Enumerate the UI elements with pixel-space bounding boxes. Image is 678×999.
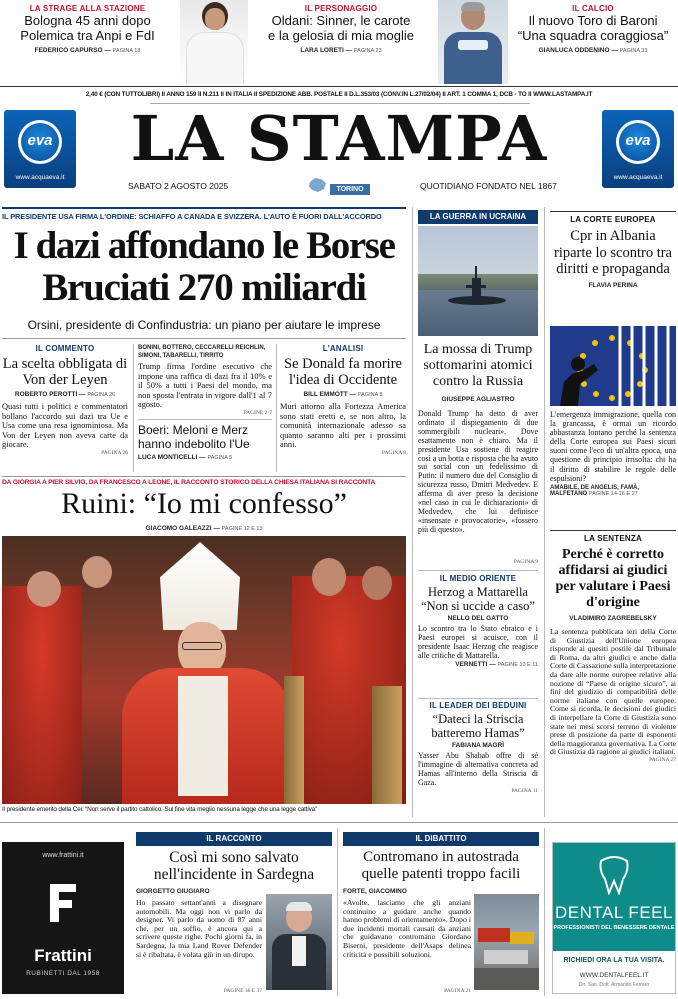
article-body: Lo scontro tra lo Stato ebraico e i Paesi europei si acuisce, con il presidente Isaac Herzog che reagisce alle critiche di Mattarella. <box>418 624 538 660</box>
article-author: VERNETTI <box>455 660 488 668</box>
teaser-1[interactable]: LA STRAGE ALLA STAZIONE Bologna 45 anni dopo Polemica tra Anpi e FdI FEDERICO CAPURSO — PAGINA 18 <box>0 4 175 54</box>
article-headline: Boeri: Meloni e Merz hanno indebolito l'Ue <box>138 422 250 451</box>
article-page: PAGINA 5 <box>207 454 233 461</box>
ucraina-bar: LA GUERRA IN UCRAINA <box>418 210 538 224</box>
teaser-kicker: IL CALCIO <box>572 4 614 13</box>
racconto-page: PAGINE 36 E 37 <box>223 988 262 994</box>
city-badge: TORINO <box>330 184 370 195</box>
teaser-author: GIANLUCA ODDENINO <box>538 47 610 54</box>
article-authors: AMABILE, DE ANGELIS, FAMÀ, MALFETANO <box>550 484 640 497</box>
frattini-logo-icon <box>48 882 78 924</box>
ruini-caption: Il presidente emerito della Cei: “Non serve il partito cattolico. Sul fine vita meglio nessuna legge che una legge cattiva” <box>2 806 318 813</box>
article-author: VLADIMIRO ZAGREBELSKY <box>569 615 657 622</box>
teaser-page: PAGINA 23 <box>353 48 382 54</box>
eva-url: www.acquaeva.it <box>613 174 663 181</box>
article-headline: Perché è corretto affidarsi ai giudici per valutare i Paesi d'origine <box>555 547 671 610</box>
dibattito-headline[interactable]: Contromano in autostrada quelle patenti troppo facili <box>361 849 521 882</box>
article-page: PAGINA 8 <box>357 392 383 398</box>
teaser-kicker: IL PERSONAGGIO <box>304 4 378 13</box>
highway-photo <box>474 894 539 990</box>
eu-flag-illustration <box>550 326 676 406</box>
article-dazi[interactable]: BONINI, BOTTERO, CECCARELLI REICHLIN, SIMONI, TABARELLI, TIRRITO Trump firma l'ordine esecutivo che impone una raffica di dazi fra il 10% e il 50% a tutti i Paesi del mondo, ma non spostа l'entrata in vigore dall'1 al 7 agosto. PAGINE 2-7 Boeri: Meloni e Merz hanno indebolito l'Ue LUCA MONTICELLI — PAGINA 5 <box>138 345 272 461</box>
dental-url: WWW.DENTALFEEL.IT <box>579 972 649 979</box>
article-albania[interactable] <box>550 215 676 289</box>
info-line: 2,40 € (CON TUTTOLIBRI) II ANNO 159 II N.211 II IN ITALIA II SPEDIZIONE ABB. POSTALE II D.L.353/03 (CONV.IN L.27/02/04) II ART. 1 COMMA 1, DCB - TO II WWW.LASTAMPA.IT <box>85 91 593 98</box>
dibattito-body: «Avolte, lasciamo che gli anziani continuino a guidare anche quando hanno problemi di orientamento». Dopo i due incidenti mortali causati da anziani che guidavano contromano Giordano Biserni, presidente dell'Asaps delinea criticità e possibili soluzioni. <box>343 898 471 959</box>
eva-logo: eva <box>27 132 53 149</box>
article-page: PAGINA 11 <box>511 787 538 794</box>
article-body: L'emergenza immigrazione, quella con la grancassa, è ormai un ricordo abbastanza lontano perché la sentenza della Corte europea sui Paesi sicuri suoni come l'eco di un'altra epoca, una questione di principio irrisolta: chi ha il diritto di stabilire le regole delle espulsioni? <box>550 410 676 483</box>
teaser-author: LARA LORETI <box>300 47 344 54</box>
article-body: Muri attorno alla Fortezza America sono stati eretti e, se non altro, la comunità internazionale adesso sa quanto saranno alti per i prossimi anni. <box>280 402 406 450</box>
ruini-page: PAGINE 12 E 13 <box>221 526 263 532</box>
article-kicker: IL COMMENTO <box>35 344 95 353</box>
article-kicker: IL LEADER DEI BEDUINI <box>429 701 527 710</box>
founded-line: QUOTIDIANO FONDATO NEL 1867 <box>420 181 557 191</box>
giugiaro-photo <box>266 894 332 990</box>
article-beduini[interactable] <box>418 701 538 794</box>
article-page: PAGINE 10 E 11 <box>497 661 538 668</box>
dibattito-page: PAGINA 21 <box>444 988 471 994</box>
lead-subheadline: Orsini, presidente di Confindustria: un piano per aiutare le imprese <box>27 318 381 332</box>
racconto-bar: IL RACCONTO <box>136 832 332 846</box>
lead-kicker: IL PRESIDENTE USA FIRMA L'ORDINE: SCHIAFFO A CANADA E SVIZZERA. L'AUTO È FUORI DALL'ACCORDO <box>2 212 382 221</box>
teaser-2[interactable]: IL PERSONAGGIO Oldani: Sinner, le carote e la gelosia di mia moglie LARA LORETI — PAGINA 23 <box>246 4 436 54</box>
article-kicker: IL MEDIO ORIENTE <box>439 574 517 583</box>
ruini-headline: Ruini: “Io mi confesso” <box>61 487 347 520</box>
article-body: Trump firma l'ordine esecutivo che impone una raffica di dazi fra il 10% e il 50% a tutti i Paesi del mondo, ma non spostа l'entrata in vigore dall'1 al 7 agosto. <box>138 362 272 410</box>
frattini-brand: Frattini <box>34 946 92 965</box>
article-author: BILL EMMOTT <box>303 391 348 398</box>
teaser-author: FEDERICO CAPURSO <box>34 47 103 54</box>
eva-ad-left[interactable] <box>4 110 76 188</box>
dibattito-author: FORTE, GIACOMINO <box>343 888 407 895</box>
teaser-headline: “Una squadra coraggiosa” <box>517 28 669 43</box>
masthead-title: LA STAMPA <box>130 102 548 175</box>
article-headline: Herzog a Mattarella “Non si uccide a caso” <box>421 585 535 613</box>
ruini-kicker: DA GIORGIA A PIER SILVIO, DA FRANCESCO A LEONE, IL RACCONTO STORICO DELLA CHIESA ITALIANA SI RACCONTA <box>2 479 376 486</box>
article-headline: Se Donald fa morire l'idea di Occidente <box>284 356 402 388</box>
dibattito-bar: IL DIBATTITO <box>343 832 539 846</box>
teaser-headline: Il nuovo Toro di Baroni <box>528 13 658 28</box>
racconto-body: Ho passato settant'anni a disegnare automobili. Ma oggi non vi parlo da designer. Vi parlo da uomo di 87 anni che, per un soffio, è ancora qui a scrivere queste righe. Pochi giorni fa, in Sardegna, la mia Land Rover Defender si è ribaltata, è volata giù in un dirupo. <box>136 898 262 959</box>
article-page: PAGINA 26 <box>101 449 128 456</box>
teaser-headline: e la gelosia di mia moglie <box>268 28 414 43</box>
article-author: LUCA MONTICELLI <box>138 453 198 461</box>
ucraina-headline[interactable]: La mossa di Trump sottomarini atomici contro la Russia <box>423 342 533 389</box>
lead-headline-2: Bruciati 270 miliardi <box>42 266 366 309</box>
eva-ad-right[interactable] <box>602 110 674 188</box>
eva-url: www.acquaeva.it <box>15 174 65 181</box>
ruini-author: GIACOMO GALEAZZI <box>145 525 212 532</box>
article-medio-oriente[interactable]: IL MEDIO ORIENTE Herzog a Mattarella “Non si uccide a caso” NELLO DEL GATTO Lo scontro tra lo Stato ebraico e i Paesi europei si acuisce, con il presidente Isaac Herzog che reagisce alle critiche di Mattarella. VERNETTI — PAGINE 10 E 11 <box>418 574 538 668</box>
teaser-page: PAGINA 18 <box>112 48 141 54</box>
teaser-photo-coach <box>438 0 508 84</box>
eva-logo: eva <box>625 132 651 149</box>
dental-credit: Dir. San. Dott. Armando Ferraro <box>578 982 650 988</box>
article-kicker: LA SENTENZA <box>584 534 642 543</box>
article-authors: BONINI, BOTTERO, CECCARELLI REICHLIN, SIMONI, TABARELLI, TIRRITO <box>138 345 266 359</box>
tooth-icon <box>597 855 631 895</box>
submarine-photo <box>418 226 538 336</box>
article-albania-body <box>550 410 676 497</box>
article-page: PAGINA 26 <box>87 392 116 398</box>
ucraina-page: PAGINA 9 <box>513 559 538 565</box>
article-body: Yasser Abu Shabab offre di sé l'immagine di alternativa concreta ad Hamas all'interno della Striscia di Gaza. <box>418 751 538 787</box>
teaser-headline: Bologna 45 anni dopo <box>24 13 151 28</box>
frattini-url: www.frattini.it <box>42 852 84 859</box>
article-author: NELLO DEL GATTO <box>447 615 509 622</box>
article-headline: “Dateci la Striscia batteremo Hamas” <box>431 712 525 740</box>
article-headline: La scelta obbligata di Von der Leyen <box>2 356 128 388</box>
article-page: PAGINA 27 <box>649 756 676 763</box>
dental-tagline: PROFESSIONISTI DEL BENESSERE DENTALE <box>553 925 675 931</box>
ruini-photo <box>2 536 406 804</box>
teaser-3[interactable]: IL CALCIO Il nuovo Toro di Baroni “Una squadra coraggiosa” GIANLUCA ODDENINO — PAGINA 33 <box>508 4 678 54</box>
frattini-ad[interactable] <box>2 842 124 994</box>
article-body: Quasi tutti i politici e commentatori bollano l'accordo sui dazi tra Ue e Usa come una resa ignominiosa. Ma Von der Leyen non aveva carte da giocare. <box>2 402 128 450</box>
teaser-photo-chef <box>180 0 248 84</box>
article-page: PAGINA 8 <box>381 449 406 456</box>
article-kicker: LA CORTE EUROPEA <box>570 215 656 224</box>
dental-feel-ad[interactable] <box>552 842 676 994</box>
article-author: ROBERTO PEROTTI <box>14 391 78 398</box>
article-author: FLAVIA PERINA <box>588 281 638 289</box>
teaser-page: PAGINA 33 <box>619 48 648 54</box>
ucraina-author: GIUSEPPE AGLIASTRO <box>441 396 515 403</box>
article-sentenza[interactable] <box>550 534 676 763</box>
teaser-headline: Oldani: Sinner, le carote <box>271 13 411 28</box>
article-headline: Cpr in Albania riparte lo scontro tra diritti e propaganda <box>554 228 672 277</box>
teaser-kicker: LA STRAGE ALLA STAZIONE <box>29 4 146 13</box>
article-body: La sentenza pubblicata ieri della Corte di Giustizia dell'Unione europea risponde ai quesiti postile dal Tribunale di Roma, da altri giudici e anche dalla Corte di Cassazione sulla interpretazione da dare alle norme europee relative alla nozione di “Paese di origine sicuro”, ai fini del giudizio di compatibilità delle norme italiane con quelle europee. Come si ricorda, le decisioni dei giudici di interpellare la Corte di Giustizia sono state nei mesi scorsi terreno di violente prese di posizione da parte di esponenti della maggioranza governativa. La Corte di Giustizia dà ragione ai giudici italiani. <box>550 627 676 757</box>
dental-brand: DENTAL FEEL <box>555 903 673 922</box>
frattini-tagline: RUBINETTI DAL 1958 <box>26 970 100 977</box>
article-author: FABIANA MAGRÌ <box>451 742 505 749</box>
lead-headline: I dazi affondano le Borse <box>13 224 395 267</box>
piemonte-map-icon <box>307 176 329 194</box>
racconto-author: GIORGETTO GIUGIARO <box>136 888 210 895</box>
article-page: PAGINE 2-7 <box>243 409 272 416</box>
masthead-date: SABATO 2 AGOSTO 2025 <box>128 181 229 191</box>
dental-cta: RICHIEDI ORA LA TUA VISITA. <box>563 957 665 964</box>
teaser-headline: Polemica tra Anpi e FdI <box>20 28 155 43</box>
ucraina-body: Donald Trump ha detto di aver ordinato il dispiegamento di due sommergibili nucleari». Dove esattamente non è chiaro. Ma il presidente Usa sostiene di reagire così a un botta e risposta che ha avuto sui social con un fedelissimo di Putin: il numero due del Consiglio di sicurezza russo, Dmitri Medvedev. E afferma di aver preso la decisione «nel caso in cui le dichiarazioni» di Medvedev, che lui definisce «insensate e provocatorie», «fossero più di questo». <box>418 409 538 534</box>
article-kicker: L'ANALISI <box>322 344 364 353</box>
article-analisi[interactable]: L'ANALISI Se Donald fa morire l'idea di Occidente BILL EMMOTT — PAGINA 8 Muri attorno alla Fortezza America sono stati eretti e, se non altro, la comunità internazionale adesso sa quanto saranno alti per i prossimi anni. PAGINA 8 <box>280 344 406 456</box>
article-page: PAGINE 14-16 E 27 <box>588 490 638 497</box>
article-commento[interactable]: IL COMMENTO La scelta obbligata di Von der Leyen ROBERTO PEROTTI — PAGINA 26 Quasi tutti i politici e commentatori bollano l'accordo sui dazi tra Ue e Usa come una resa ignominiosa. Ma Von der Leyen non aveva carte da giocare. PAGINA 26 <box>2 344 128 456</box>
racconto-headline[interactable]: Così mi sono salvato nell'incidente in Sardegna <box>153 849 315 883</box>
